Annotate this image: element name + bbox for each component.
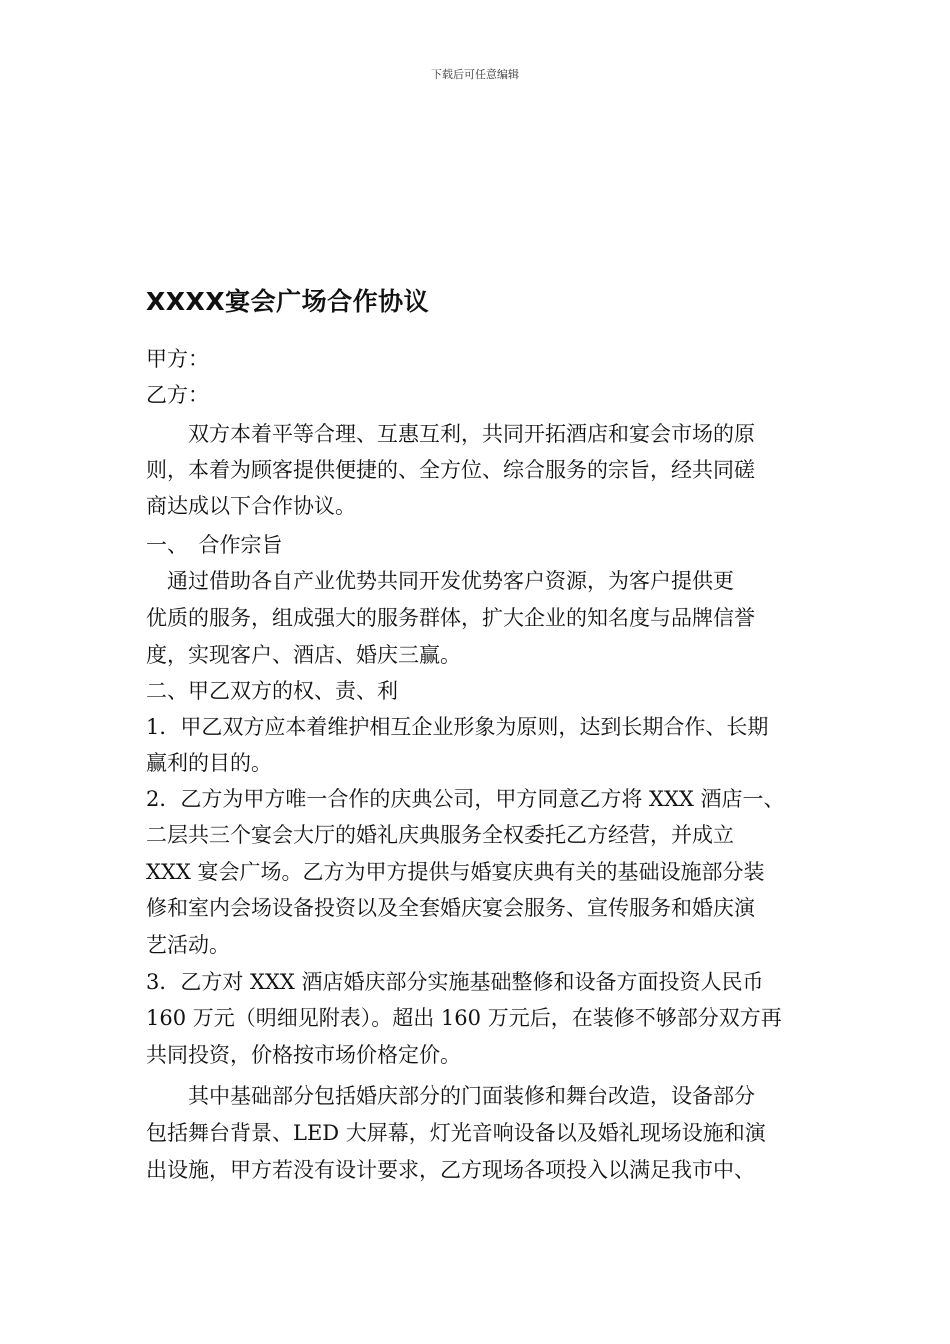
- paragraph-line: 1．甲乙双方应本着维护相互企业形象为原则，达到长期合作、长期: [146, 715, 769, 739]
- paragraph-line: 则，本着为顾客提供便捷的、全方位、综合服务的宗旨，经共同磋: [146, 458, 755, 482]
- paragraph-line: 修和室内会场设备投资以及全套婚庆宴会服务、宣传服务和婚庆演: [146, 896, 755, 920]
- paragraph-line: 2．乙方为甲方唯一合作的庆典公司，甲方同意乙方将 XXX 酒店一、: [146, 787, 785, 811]
- paragraph-line: 3．乙方对 XXX 酒店婚庆部分实施基础整修和设备方面投资人民币: [146, 970, 764, 994]
- party-a-line: 甲方：: [146, 347, 209, 371]
- paragraph-line: 出设施，甲方若没有设计要求，乙方现场各项投入以满足我市中、: [146, 1158, 755, 1182]
- paragraph-line: 商达成以下合作协议。: [146, 494, 356, 518]
- party-b-line: 乙方：: [146, 383, 209, 407]
- page-header-note: 下载后可任意编辑: [431, 68, 519, 81]
- section-heading: 二、甲乙双方的权、责、利: [146, 679, 398, 703]
- paragraph-line: 160 万元（明细见附表）。超出 160 万元后，在装修不够部分双方再: [146, 1006, 782, 1030]
- paragraph-line: 通过借助各自产业优势共同开发优势客户资源，为客户提供更: [146, 569, 734, 593]
- paragraph-line: 双方本着平等合理、互惠互利，共同开拓酒店和宴会市场的原: [146, 422, 755, 446]
- paragraph-line: XXX 宴会广场。乙方为甲方提供与婚宴庆典有关的基础设施部分装: [146, 860, 765, 884]
- paragraph-line: 度，实现客户、酒店、婚庆三赢。: [146, 643, 461, 667]
- paragraph-line: 赢利的目的。: [146, 751, 272, 775]
- paragraph-line: 其中基础部分包括婚庆部分的门面装修和舞台改造，设备部分: [146, 1084, 755, 1108]
- section-heading: 一、 合作宗旨: [146, 533, 283, 557]
- paragraph-line: 艺活动。: [146, 933, 230, 957]
- paragraph-line: 二层共三个宴会大厅的婚礼庆典服务全权委托乙方经营，并成立: [146, 823, 734, 847]
- document-title: XXXX宴会广场合作协议: [146, 287, 430, 316]
- paragraph-line: 优质的服务，组成强大的服务群体，扩大企业的知名度与品牌信誉: [146, 606, 755, 630]
- paragraph-line: 共同投资，价格按市场价格定价。: [146, 1043, 461, 1067]
- paragraph-line: 包括舞台背景、LED 大屏幕，灯光音响设备以及婚礼现场设施和演: [146, 1121, 766, 1145]
